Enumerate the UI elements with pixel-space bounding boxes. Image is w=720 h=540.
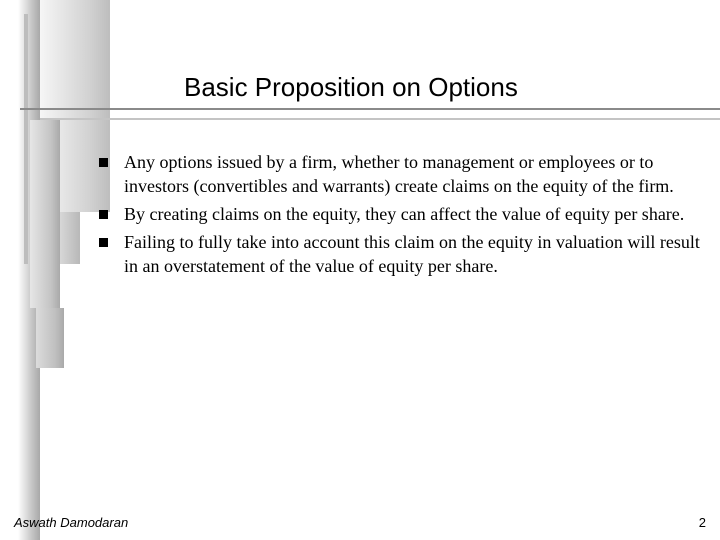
square-bullet-icon [99, 238, 108, 247]
bullet-text: Any options issued by a firm, whether to management or employees or to investors (convertibles and warrants) create claims on the equity of the firm. [124, 152, 674, 196]
square-bullet-icon [99, 210, 108, 219]
decorative-bar [24, 14, 28, 264]
square-bullet-icon [99, 158, 108, 167]
bullet-item [92, 202, 702, 226]
bullet-list [92, 150, 702, 282]
slide-title: Basic Proposition on Options [184, 72, 518, 102]
footer-author: Aswath Damodaran [14, 515, 129, 530]
bullet-item [92, 230, 702, 278]
decorative-bar [36, 308, 64, 368]
page-number: 2 [698, 515, 706, 530]
title-divider [20, 108, 720, 110]
decorative-bar [30, 120, 60, 308]
decorative-bar [60, 212, 80, 264]
title-divider-shadow [40, 118, 720, 120]
bullet-text: By creating claims on the equity, they can affect the value of equity per share. [124, 204, 685, 224]
bullet-text: Failing to fully take into account this claim on the equity in valuation will result in an overstatement of the value of equity per share. [124, 232, 700, 276]
bullet-item [92, 150, 702, 198]
